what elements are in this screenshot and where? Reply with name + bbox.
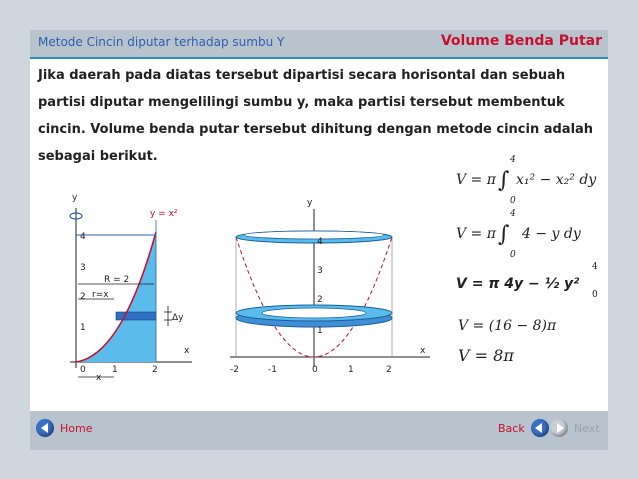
right-tick-x-m1: -1	[268, 365, 277, 375]
right-tick-x-m2: -2	[230, 365, 239, 375]
back-button[interactable]	[498, 419, 549, 437]
left-tick-x-0: 0	[80, 365, 86, 375]
right-tick-y-3: 3	[317, 266, 323, 276]
radius-label: R = 2	[104, 275, 130, 285]
next-arrow-icon	[550, 419, 568, 437]
home-label: Home	[60, 421, 93, 435]
right-tick-x-0: 0	[312, 365, 318, 375]
left-y-axis-label: y	[72, 193, 78, 203]
right-tick-y-4: 4	[317, 237, 323, 247]
home-button[interactable]	[36, 419, 92, 437]
left-tick-y-1: 1	[80, 323, 86, 333]
right-tick-y-1: 1	[317, 326, 323, 336]
eq2-body: 4 − y dy	[522, 226, 581, 242]
left-tick-y-4: 4	[80, 232, 86, 242]
eq3-upper: 4	[592, 262, 598, 272]
left-tick-y-2: 2	[80, 292, 86, 302]
equation-5: V = 8π	[458, 346, 514, 365]
curve-label: y = x²	[150, 209, 178, 219]
next-label: Next	[574, 421, 600, 435]
eq2-integral-icon: ∫	[498, 222, 510, 247]
eq3-text: V = π 4y − ½ y²	[456, 276, 580, 292]
left-graph	[52, 190, 202, 385]
description-paragraph: Jika daerah pada diatas tersebut dipartisi secara horisontal dan sebuah partisi diputar mengelilingi sumbu y, maka partisi tersebut membentuk cincin. Volume benda putar tersebut dihitung dengan metode cincin adalah sebagai berikut.	[38, 68, 594, 164]
right-x-axis-label: x	[420, 346, 426, 356]
left-tick-y-3: 3	[80, 263, 86, 273]
eq2-lower: 0	[510, 250, 516, 260]
eq2-lhs: V = π	[456, 226, 496, 242]
header-left-title: Metode Cincin diputar terhadap sumbu Y	[38, 35, 285, 49]
eq3-lower: 0	[592, 290, 598, 300]
home-arrow-icon	[36, 419, 54, 437]
left-tick-x-2: 2	[152, 365, 158, 375]
shaded-region	[76, 232, 156, 362]
back-arrow-icon	[531, 419, 549, 437]
footer	[30, 411, 608, 450]
right-tick-x-1: 1	[348, 365, 354, 375]
right-graph	[224, 195, 436, 380]
x-span-label: x	[96, 373, 102, 383]
eq2-upper: 4	[510, 209, 516, 219]
eq1-lower: 0	[510, 196, 516, 206]
eq1-integral-icon: ∫	[498, 168, 510, 193]
equation-4: V = (16 − 8)π	[458, 318, 557, 334]
eq1-upper: 4	[510, 155, 516, 165]
partition-strip	[116, 312, 156, 320]
back-label: Back	[498, 421, 525, 435]
right-tick-x-2: 2	[386, 365, 392, 375]
r-label: r=x	[92, 290, 109, 300]
right-tick-y-2: 2	[317, 295, 323, 305]
left-x-axis-label: x	[184, 346, 190, 356]
right-y-axis-label: y	[307, 198, 313, 208]
eq1-body: x₁² − x₂² dy	[516, 172, 597, 188]
header	[30, 31, 608, 55]
next-button[interactable]	[550, 419, 600, 437]
eq1-lhs: V = π	[456, 172, 496, 188]
left-tick-x-1: 1	[112, 365, 118, 375]
dy-label: Δy	[172, 313, 184, 323]
header-right-title: Volume Benda Putar	[440, 33, 602, 49]
